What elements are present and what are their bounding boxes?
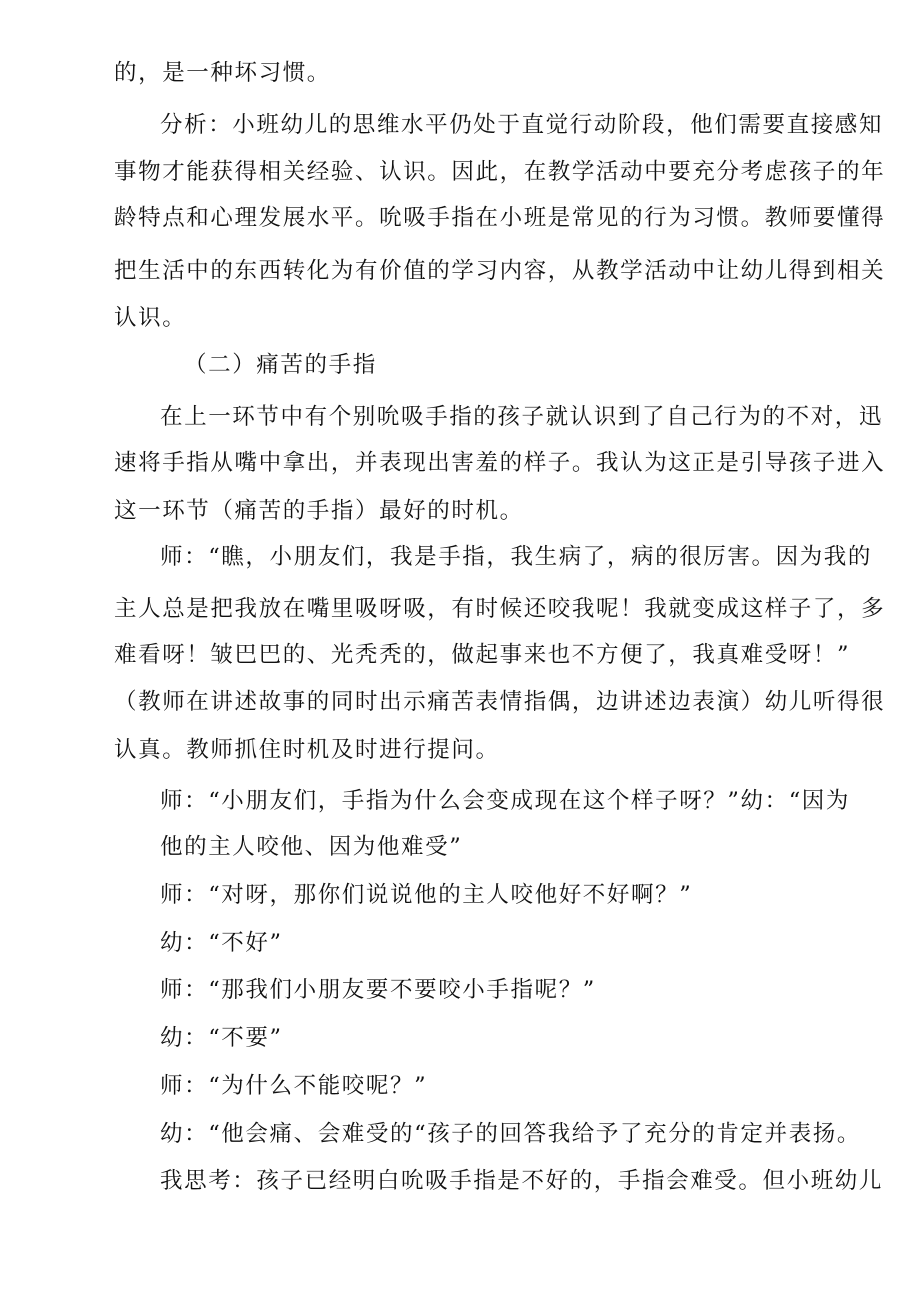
text-line: 师：“小朋友们，手指为什么会变成现在这个样子呀？”幼：“因为 <box>160 788 851 814</box>
text-line: 认真。教师抓住时机及时进行提问。 <box>114 737 500 763</box>
text-line: 他的主人咬他、因为他难受” <box>160 834 463 860</box>
text-line: 师：“瞧，小朋友们，我是手指，我生病了，病的很厉害。因为我的 <box>160 544 873 570</box>
section-heading: （二）痛苦的手指 <box>184 352 377 378</box>
text-line: 把生活中的东西转化为有价值的学习内容，从教学活动中让幼儿得到相关 <box>114 258 886 284</box>
text-line: 师：“对呀，那你们说说他的主人咬他好不好啊？” <box>160 882 693 908</box>
text-line: 幼：“不好” <box>160 930 283 956</box>
text-line: 这一环节（痛苦的手指）最好的时机。 <box>114 498 524 524</box>
text-line: （教师在讲述故事的同时出示痛苦表情指偶，边讲述边表演）幼儿听得很 <box>114 689 886 715</box>
text-line: 主人总是把我放在嘴里吸呀吸，有时候还咬我呢！我就变成这样子了，多 <box>114 596 886 622</box>
text-line: 在上一环节中有个别吮吸手指的孩子就认识到了自己行为的不对，迅 <box>160 404 884 430</box>
text-line: 的，是一种坏习惯。 <box>114 60 331 86</box>
text-line: 师：“为什么不能咬呢？” <box>160 1073 428 1099</box>
text-line: 分析：小班幼儿的思维水平仍处于直觉行动阶段，他们需要直接感知 <box>160 112 884 138</box>
text-line: 速将手指从嘴中拿出，并表现出害羞的样子。我认为这正是引导孩子进入 <box>114 450 886 476</box>
text-line: 师：“那我们小朋友要不要咬小手指呢？” <box>160 977 596 1003</box>
text-line: 我思考：孩子已经明白吮吸手指是不好的，手指会难受。但小班幼儿 <box>160 1168 884 1194</box>
text-line: 幼：“他会痛、会难受的“孩子的回答我给予了充分的肯定并表扬。 <box>160 1121 862 1147</box>
text-line: 事物才能获得相关经验、认识。因此，在教学活动中要充分考虑孩子的年 <box>114 159 886 185</box>
text-line: 认识。 <box>114 305 187 331</box>
text-line: 幼：“不要” <box>160 1025 283 1051</box>
text-line: 难看呀！皱巴巴的、光秃秃的，做起事来也不方便了，我真难受呀！” <box>114 642 851 668</box>
text-line: 龄特点和心理发展水平。吮吸手指在小班是常见的行为习惯。教师要懂得 <box>114 205 886 231</box>
